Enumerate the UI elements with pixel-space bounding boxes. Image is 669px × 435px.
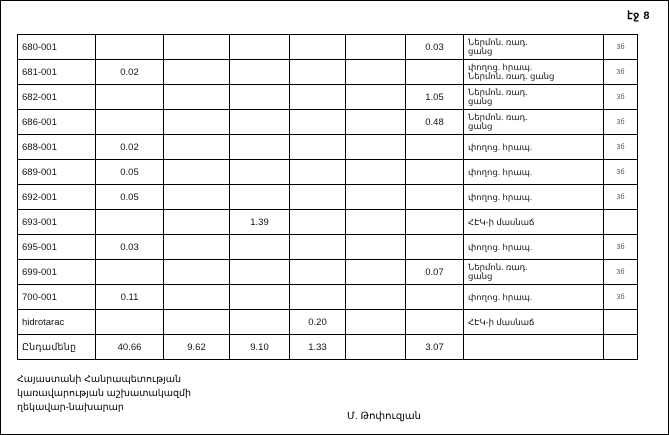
cell-note xyxy=(464,85,604,110)
cell-value-2 xyxy=(164,60,230,85)
table-body xyxy=(18,35,638,360)
cell-value-6 xyxy=(406,160,464,185)
cell-value-4 xyxy=(290,85,346,110)
cell-note xyxy=(464,110,604,135)
cell-code: 692-001 xyxy=(18,185,96,210)
cell-note xyxy=(464,135,604,160)
cell-note-line1: Ներմոն. ռադ. xyxy=(468,37,528,48)
table-row xyxy=(18,135,638,160)
cell-note-line1: փողոց. հրապ. xyxy=(468,291,533,302)
cell-value-4 xyxy=(290,210,346,235)
cell-value-5 xyxy=(346,285,406,310)
table-row xyxy=(18,210,638,235)
cell-value-5 xyxy=(346,135,406,160)
cell-tail: 3б xyxy=(604,60,638,85)
cell-note-line1: ՀԷԿ-ի մասնաճ xyxy=(468,216,535,227)
cell-value-6: 0.07 xyxy=(406,260,464,285)
table-row xyxy=(18,60,638,85)
table-row xyxy=(18,110,638,135)
cell-tail xyxy=(604,310,638,335)
authority-line-3: ղեկավար-նախարար xyxy=(17,401,124,413)
cell-value-2 xyxy=(164,135,230,160)
cell-tail: 3б xyxy=(604,160,638,185)
cell-note-line1: փողոց. հրապ. xyxy=(468,141,533,152)
table-row xyxy=(18,185,638,210)
cell-total-4: 1.33 xyxy=(290,335,346,360)
cell-note xyxy=(464,260,604,285)
cell-note-line1: փողոց. հրապ. xyxy=(468,191,533,202)
cell-value-4 xyxy=(290,35,346,60)
issuing-authority xyxy=(17,373,637,414)
cell-tail: 3б xyxy=(604,260,638,285)
data-table-container xyxy=(17,34,637,360)
cell-total-6: 3.07 xyxy=(406,335,464,360)
cell-value-2 xyxy=(164,110,230,135)
cell-value-4: 0.20 xyxy=(290,310,346,335)
cell-value-5 xyxy=(346,185,406,210)
cell-code: 699-001 xyxy=(18,260,96,285)
cell-value-1: 0.03 xyxy=(96,235,164,260)
cell-note-line2: ցանց xyxy=(468,96,493,106)
cell-value-1 xyxy=(96,260,164,285)
signatory-name: Մ. Թոփուզյան xyxy=(347,411,421,422)
cell-value-4 xyxy=(290,185,346,210)
cell-value-1: 0.11 xyxy=(96,285,164,310)
cell-tail: 3б xyxy=(604,85,638,110)
cell-note-line2: ցանց xyxy=(468,46,493,56)
cell-total-note xyxy=(464,335,604,360)
cell-note xyxy=(464,310,604,335)
cell-note-line2: Ներմոն. ռադ. ցանց xyxy=(468,71,555,81)
cell-note xyxy=(464,210,604,235)
cell-value-3 xyxy=(230,185,290,210)
table-row xyxy=(18,160,638,185)
cell-value-4 xyxy=(290,235,346,260)
cell-value-1: 0.05 xyxy=(96,185,164,210)
cell-value-1: 0.02 xyxy=(96,60,164,85)
cell-tail: 3б xyxy=(604,110,638,135)
cell-value-3 xyxy=(230,35,290,60)
cell-value-1 xyxy=(96,310,164,335)
cell-note-line1: փողոց. հրապ. xyxy=(468,166,533,177)
cell-value-4 xyxy=(290,160,346,185)
cell-note xyxy=(464,285,604,310)
cell-note xyxy=(464,35,604,60)
cell-note xyxy=(464,160,604,185)
cell-value-6 xyxy=(406,285,464,310)
cell-tail: 3б xyxy=(604,235,638,260)
cell-value-3: 1.39 xyxy=(230,210,290,235)
table-row xyxy=(18,35,638,60)
cell-value-4 xyxy=(290,285,346,310)
cell-code: 689-001 xyxy=(18,160,96,185)
cell-value-5 xyxy=(346,110,406,135)
table-row xyxy=(18,260,638,285)
cell-total-1: 40.66 xyxy=(96,335,164,360)
cell-total-5 xyxy=(346,335,406,360)
cell-total-tail xyxy=(604,335,638,360)
cell-value-6 xyxy=(406,210,464,235)
cell-value-3 xyxy=(230,260,290,285)
cell-value-5 xyxy=(346,35,406,60)
cell-code: 682-001 xyxy=(18,85,96,110)
cell-code: 688-001 xyxy=(18,135,96,160)
cell-value-5 xyxy=(346,310,406,335)
cell-value-6 xyxy=(406,135,464,160)
cell-code: 680-001 xyxy=(18,35,96,60)
cell-value-3 xyxy=(230,235,290,260)
cell-note-line1: Ներմոն. ռադ. xyxy=(468,262,528,273)
cell-note xyxy=(464,185,604,210)
cell-total-3: 9.10 xyxy=(230,335,290,360)
cell-note-line1: փողոց. հրապ. xyxy=(468,62,533,73)
cell-value-6 xyxy=(406,185,464,210)
cell-value-1 xyxy=(96,210,164,235)
cell-value-6 xyxy=(406,235,464,260)
authority-line-1: Հայաստանի Հանրապետության xyxy=(17,374,181,385)
authority-line-2: կառավարության աշխատակազմի xyxy=(17,387,192,399)
cell-value-4 xyxy=(290,60,346,85)
cell-value-5 xyxy=(346,85,406,110)
cell-value-1 xyxy=(96,110,164,135)
cell-note xyxy=(464,60,604,85)
cell-value-3 xyxy=(230,60,290,85)
table-row xyxy=(18,85,638,110)
cell-code: 681-001 xyxy=(18,60,96,85)
cell-value-3 xyxy=(230,85,290,110)
cell-note-line1: Ներմոն. ռադ. xyxy=(468,112,528,123)
cell-value-3 xyxy=(230,285,290,310)
data-table xyxy=(17,34,638,360)
cell-value-6 xyxy=(406,310,464,335)
cell-value-5 xyxy=(346,60,406,85)
table-row xyxy=(18,285,638,310)
cell-note-line2: ցանց xyxy=(468,271,493,281)
cell-value-3 xyxy=(230,110,290,135)
cell-code: 693-001 xyxy=(18,210,96,235)
table-row xyxy=(18,235,638,260)
cell-value-6: 0.48 xyxy=(406,110,464,135)
cell-value-5 xyxy=(346,260,406,285)
cell-tail: 3б xyxy=(604,35,638,60)
cell-value-2 xyxy=(164,210,230,235)
table-row xyxy=(18,310,638,335)
cell-value-6: 0.03 xyxy=(406,35,464,60)
cell-value-2 xyxy=(164,285,230,310)
cell-code: 686-001 xyxy=(18,110,96,135)
cell-note xyxy=(464,235,604,260)
cell-note-line1: փողոց. հրապ. xyxy=(468,241,533,252)
cell-tail: 3б xyxy=(604,185,638,210)
cell-value-1: 0.05 xyxy=(96,160,164,185)
cell-tail: 3б xyxy=(604,135,638,160)
cell-value-2 xyxy=(164,235,230,260)
cell-value-5 xyxy=(346,160,406,185)
cell-value-2 xyxy=(164,185,230,210)
cell-value-3 xyxy=(230,310,290,335)
cell-tail: 3б xyxy=(604,285,638,310)
table-total-row xyxy=(18,335,638,360)
cell-value-2 xyxy=(164,35,230,60)
cell-total-label: Ընդամենը xyxy=(18,335,96,360)
cell-code: hidrotarac xyxy=(18,310,96,335)
cell-note-line2: ցանց xyxy=(468,121,493,131)
cell-value-2 xyxy=(164,310,230,335)
cell-value-2 xyxy=(164,160,230,185)
document-footer xyxy=(17,373,637,422)
cell-value-6: 1.05 xyxy=(406,85,464,110)
cell-value-4 xyxy=(290,260,346,285)
cell-value-2 xyxy=(164,260,230,285)
cell-value-5 xyxy=(346,235,406,260)
cell-value-1 xyxy=(96,85,164,110)
page-number-label: էջ 8 xyxy=(627,10,650,22)
cell-value-3 xyxy=(230,160,290,185)
cell-value-6 xyxy=(406,60,464,85)
cell-value-3 xyxy=(230,135,290,160)
cell-code: 695-001 xyxy=(18,235,96,260)
cell-value-2 xyxy=(164,85,230,110)
cell-note-line1: ՀԷԿ-ի մասնաճ xyxy=(468,316,535,327)
cell-note-line1: Ներմոն. ռադ. xyxy=(468,87,528,98)
cell-total-2: 9.62 xyxy=(164,335,230,360)
cell-value-5 xyxy=(346,210,406,235)
cell-code: 700-001 xyxy=(18,285,96,310)
cell-value-1 xyxy=(96,35,164,60)
cell-value-1: 0.02 xyxy=(96,135,164,160)
cell-value-4 xyxy=(290,110,346,135)
cell-value-4 xyxy=(290,135,346,160)
cell-tail xyxy=(604,210,638,235)
